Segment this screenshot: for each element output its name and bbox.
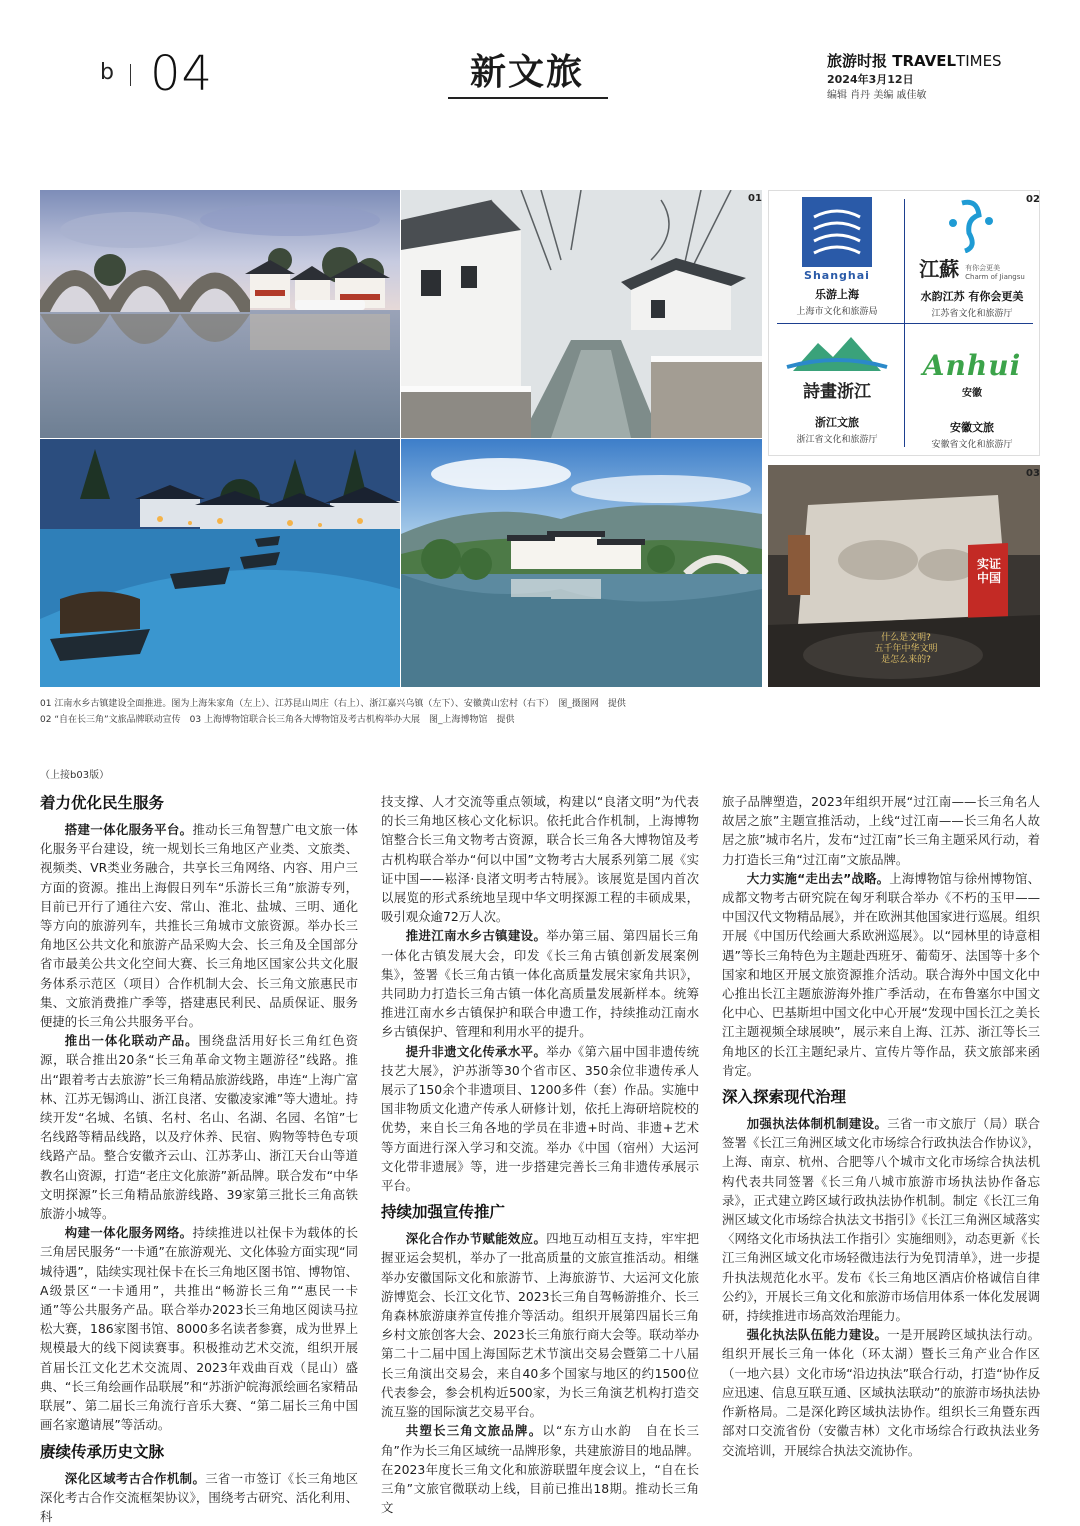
paragraph-text: 技支撑、人才交流等重点领域，构建以“良渚文明”为代表的长三角地区核心文化标识。依托此合作机制，上海博物馆整合长三角文物考古资源，联合长三角各大博物馆及考古机构联合举办“何以中国”文物考古大展系列第二展《实证中国——崧泽·良渚文明考古特展》。该展览是国内首次以展览的形式系统地呈现中华文明探源工程的丰硕成果，吸引观众逾72万人次。	[381, 794, 699, 924]
logo-zhejiang-org: 浙江省文化和旅游厅	[773, 432, 901, 445]
paragraph	[381, 1421, 699, 1517]
section-title: 新文旅	[446, 44, 608, 95]
jiangsu-sub-cn: 有你会更美	[965, 264, 1000, 272]
paragraph-text: 三省一市文旅厅（局）联合签署《长江三角洲区域文化市场综合行政执法合作协议》，上海、南京、杭州、合肥等八个城市文化市场综合执法机构代表共同签署《长三角八城市旅游市场执法协作备忘录》，正式建立跨区域行政执法协作机制。制定《长江三角洲区域文化市场综合执法文书指引》《长江三角洲区域落实〈网络文化市场执法工作指引〉实施细则》，动态更新《长江三角洲区域文化市场轻微违法行为免罚清单》，进一步提升执法规范化水平。发布《长三角地区酒店价格诚信自律公约》，开展长三角文化和旅游市场信用体系一体化发展调研，持续推进市场高效治理能力。	[722, 1116, 1040, 1323]
logo-shanghai-org: 上海市文化和旅游局	[773, 304, 901, 317]
paragraph-text: 旅子品牌塑造，2023年组织开展“过江南——长三角名人故居之旅”主题宣推活动，上线“过江南——长三角名人故居之旅”城市名片，发布“过江南”长三角主题采风行动，着力打造长三角“过江南”文旅品牌。	[722, 794, 1040, 867]
paper-masthead	[827, 50, 1002, 71]
paragraph	[722, 1325, 1040, 1459]
jiangsu-mark	[907, 197, 1037, 253]
jiangsu-sub-en: Charm of Jiangsu	[965, 273, 1025, 281]
logo-jiangsu-name: 水韵江苏 有你会更美	[907, 288, 1037, 304]
paragraph	[722, 869, 1040, 1080]
paragraph-lead: 推进江南水乡古镇建设。	[406, 928, 546, 943]
exhibit-floor-line2: 五千年中华文明	[846, 644, 966, 655]
photo-wuzhen	[40, 439, 400, 687]
paragraph	[381, 792, 699, 926]
article-column-1	[40, 792, 358, 1526]
section-heading: 持续加强宣传推广	[381, 1201, 699, 1223]
paragraph-text: 以“东方山水韵 自在长三角”作为长三角区域统一品牌形象，共建旅游目的地品牌。在2023年度长三角文化和旅游联盟年度会议上，“自在长三角”文旅官微联动上线，目前已推出18期。推动长三角文	[381, 1423, 699, 1515]
paragraph	[40, 1469, 358, 1526]
logo-anhui	[907, 349, 1037, 450]
paragraph	[381, 1229, 699, 1421]
logo-jiangsu-org: 江苏省文化和旅游厅	[907, 306, 1037, 319]
section-heading: 深入探索现代治理	[722, 1086, 1040, 1108]
zhejiang-wordmark: 詩畫浙江	[773, 377, 901, 402]
logo-zhejiang	[773, 331, 901, 445]
paragraph-text: 上海博物馆与徐州博物馆、成都文物考古研究院在匈牙利联合举办《不朽的玉甲——中国汉代文物精品展》，并在欧洲其他国家进行巡展。组织开展《中国历代绘画大系欧洲巡展》。以“园林里的诗意相遇”等长三角特色为主题赴西班牙、葡萄牙、法国等十多个国家和地区开展文旅资源推介活动。联合海外中国文化中心推出长江主题旅游海外推广季活动，在布鲁塞尔中国文化中心、巴基斯坦中国文化中心开展“发现中国长江之美长江主题视频全球展映”，展示来自上海、江苏、浙江等长三角地区的长江主题纪录片、宣传片等作品，获文旅部来函肯定。	[722, 871, 1040, 1078]
paragraph-lead: 加强执法体制机制建设。	[747, 1116, 887, 1131]
photo-exhibition	[768, 465, 1040, 687]
paragraph	[381, 1042, 699, 1196]
shanghai-wordmark: Shanghai	[773, 269, 901, 282]
paragraph-text: 举办《第六届中国非遗传统技艺大展》，沪苏浙等30个省市区、350余位非遗传承人展示了150余个非遗项目、1200多件（套）作品。实施中国非物质文化遗产传承人研修计划，依托上海研培院校的优势，来自长三角各地的学员在非遗+时尚、非遗+艺术等方面进行深入学习和交流。举办《中国（宿州）大运河文化带非遗展》等，进一步搭建完善长三角非遗传承展示平台。	[381, 1044, 699, 1193]
logo-anhui-name: 安徽文旅	[907, 419, 1037, 435]
paragraph-lead: 共塑长三角文旅品牌。	[406, 1423, 543, 1438]
exhibit-floor-line1: 什么是文明?	[846, 633, 966, 644]
paragraph-lead: 推出一体化联动产品。	[65, 1033, 199, 1048]
paragraph-text: 三省一市签订《长三角地区深化考古合作交流框架协议》，围绕考古研究、活化利用、科	[40, 1471, 358, 1524]
brand-logo-panel	[768, 190, 1040, 456]
article-column-2	[381, 792, 699, 1517]
section-letter: b	[100, 60, 114, 85]
paragraph-lead: 深化区域考古合作机制。	[65, 1471, 205, 1486]
logo-anhui-org: 安徽省文化和旅游厅	[907, 437, 1037, 450]
photo-label-02: 02	[1026, 194, 1040, 205]
paragraph-lead: 提升非遗文化传承水平。	[406, 1044, 546, 1059]
logo-jiangsu	[907, 197, 1037, 319]
paragraph	[381, 926, 699, 1041]
issue-date: 2024年3月12日	[827, 71, 914, 87]
paragraph	[722, 1114, 1040, 1325]
exhibit-floor-line3: 是怎么来的?	[846, 655, 966, 666]
editor-credits: 编辑 肖丹 美编 戚佳敏	[827, 86, 927, 101]
continued-note: （上接b03版）	[40, 766, 109, 781]
article-column-3	[722, 792, 1040, 1460]
paragraph-text: 推动长三角智慧广电文旅一体化服务平台建设，统一规划长三角地区产业类、文旅类、视频类、VR类业务融合，共享长三角网络、内容、用户三方面的资源。推出上海假日列车“乐游长三角”旅游专列，目前已开行了通往六安、常山、淮北、盐城、三明、通化等方向的旅游列车，共推长三角城市文旅资源。举办长三角地区公共文化和旅游产品采购大会、长三角及全国部分省市最美公共文化空间大赛、长三角地区国家公共文化服务体系示范区（项目）合作机制大会、长三角文旅惠民市集、文旅消费推广季等，搭建惠民利民、品质保证、服务便捷的长三角公共服务平台。	[40, 822, 358, 1029]
paragraph-text: 持续推进以社保卡为载体的长三角居民服务“一卡通”在旅游观光、文化体验方面实现“同城待遇”，陆续实现社保卡在长三角地区图书馆、博物馆、A级景区“一卡通用”，共推出“畅游长三角”“惠民一卡通”等公共服务产品。联合举办2023长三角地区阅读马拉松大赛，186家图书馆、8000多名读者参赛，成为世界上规模最大的线下阅读赛事。积极推动艺术交流，组织开展首届长江文化艺术交流周、2023年戏曲百戏（昆山）盛典、“长三角绘画作品联展”和“苏浙沪皖海派绘画名家精品联展”、第二届长三角流行音乐大赛、“第二届长三角中国画名家邀请展”等活动。	[40, 1225, 358, 1432]
photo-label-01: 01	[748, 193, 762, 204]
anhui-wordmark-cn: 安徽	[907, 384, 1037, 399]
page-number: 04	[150, 46, 213, 102]
paragraph-lead: 构建一体化服务网络。	[65, 1225, 193, 1240]
logo-shanghai-name: 乐游上海	[773, 286, 901, 302]
paper-name-en: TRAVEL	[892, 52, 956, 70]
paragraph	[722, 792, 1040, 869]
title-underline	[448, 97, 608, 99]
paragraph-lead: 大力实施“走出去”战略。	[747, 871, 889, 886]
paragraph-lead: 搭建一体化服务平台。	[65, 822, 193, 837]
paragraph-text: 四地互动相互支持，牢牢把握亚运会契机，举办了一批高质量的文旅宣推活动。相继举办安徽国际文化和旅游节、上海旅游节、大运河文化旅游博览会、长江文化节、2023长三角自驾畅游推介、长三角森林旅游康养宣传推介等活动。组织开展第四届长三角乡村文旅创客大会、2023长三角旅行商大会等。联动举办第二十二届中国上海国际艺术节演出交易会暨第二十八届长三角演出交易会，来自40多个国家与地区的约1500位代表参会，参会机构近500家，为长三角演艺机构打造交流互鉴的国际演艺交易平台。	[381, 1231, 699, 1419]
section-heading: 着力优化民生服务	[40, 792, 358, 814]
paragraph-text: 围绕盘活用好长三角红色资源，联合推出20条“长三角革命文物主题游径”线路。推出“跟着考古去旅游”长三角精品旅游线路，串连“上海广富林、江苏无锡鸿山、浙江良渚、安徽凌家滩”等大遗址。持续开发“名城、名镇、名村、名山、名湖、名园、名馆”七名线路等精品线路，以及疗休养、民宿、购物等特色专项线路产品。整合安徽齐云山、江苏茅山、浙江天台山等道教名山资源，打造“老庄文化旅游”新品牌。联合发布“中华文明探源”长三角精品旅游线路、39家第三批长三角高铁旅游小城等。	[40, 1033, 358, 1221]
paragraph-lead: 强化执法队伍能力建设。	[747, 1327, 887, 1342]
photo-zhouzhuang	[401, 190, 762, 438]
photo-caption-1: 01 江南水乡古镇建设全面推进。图为上海朱家角（左上）、江苏昆山周庄（右上）、浙江嘉兴乌镇（左下）、安徽黄山宏村（右下） 图_摄图网 提供	[40, 696, 626, 709]
paragraph	[40, 820, 358, 1031]
photo-zhujiajiao	[40, 190, 400, 438]
header-divider	[130, 64, 131, 86]
photo-caption-2: 02 “自在长三角”文旅品牌联动宣传 03 上海博物馆联合长三角各大博物馆及考古机构举办大展 图_上海博物馆 提供	[40, 712, 514, 725]
shanghai-mark	[802, 197, 872, 267]
section-heading: 赓续传承历史文脉	[40, 1441, 358, 1463]
zhejiang-mark	[773, 331, 901, 377]
logo-shanghai	[773, 197, 901, 317]
paragraph	[40, 1223, 358, 1434]
paper-name-en-light: TIMES	[956, 52, 1002, 70]
photo-label-03: 03	[1026, 468, 1040, 479]
paragraph-lead: 深化合作办节赋能效应。	[406, 1231, 546, 1246]
logo-divider-horizontal	[777, 323, 1033, 324]
paragraph-text: 举办第三届、第四届长三角一体化古镇发展大会，印发《长三角古镇创新发展案例集》，签署《长三角古镇一体化高质量发展宋家角共识》，共同助力打造长三角古镇一体化高质量发展新样本。统筹推进江南水乡古镇保护和联合申遗工作，持续推动江南水乡古镇保护、管理和利用水平的提升。	[381, 928, 699, 1039]
paragraph-text: 一是开展跨区域执法行动。组织开展长三角一体化（环太湖）暨长三角产业合作区（一地六县）文化市场“沿边执法”联合行动，打造“协作反应迅速、信息互联互通、区域执法联动”的旅游市场执法协作新格局。二是深化跨区域执法协作。组织长三角暨东西部对口交流省份（安徽吉林）文化市场综合行政执法业务交流培训，开展综合执法交流协作。	[722, 1327, 1040, 1457]
exhibit-board-text: 实证中国	[972, 557, 1006, 585]
paper-name-cn: 旅游时报	[827, 52, 887, 70]
paragraph	[40, 1031, 358, 1223]
photo-hongcun	[401, 439, 762, 687]
anhui-wordmark: Anhui	[907, 349, 1037, 382]
logo-zhejiang-name: 浙江文旅	[773, 414, 901, 430]
jiangsu-wordmark: 江蘇	[919, 253, 959, 282]
